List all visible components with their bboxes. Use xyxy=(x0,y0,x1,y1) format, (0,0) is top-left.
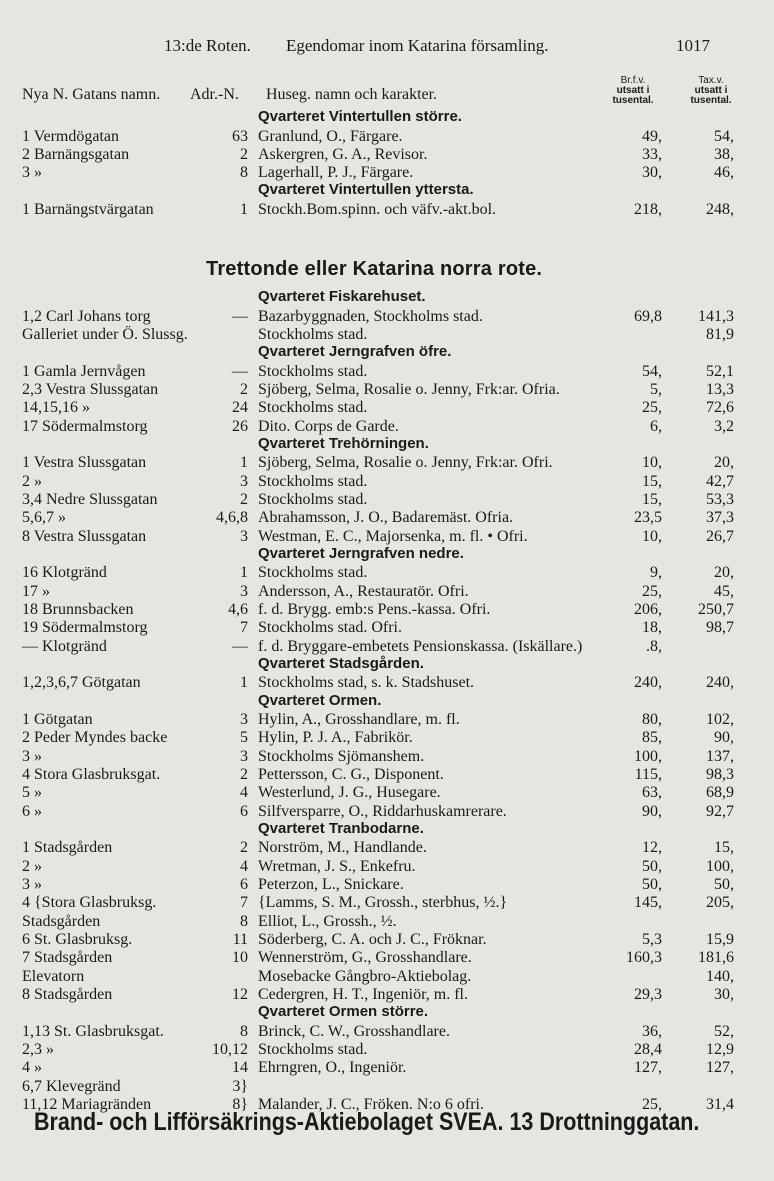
tax-value: 53,3 xyxy=(706,490,734,508)
property-row xyxy=(0,325,774,345)
owner-name: Brinck, C. W., Grosshandlare. xyxy=(258,1022,450,1040)
fire-insurance-value: 30, xyxy=(642,164,662,181)
property-row xyxy=(0,563,774,583)
street-address: 3,4 Nedre Slussgatan xyxy=(22,490,158,508)
block-title: Qvarteret Ormen större. xyxy=(258,1003,429,1021)
fire-insurance-value: 36, xyxy=(642,1022,662,1040)
tax-value: 50, xyxy=(714,876,734,893)
fire-insurance-value: 9, xyxy=(650,564,662,582)
street-address: 18 Brunnsbacken xyxy=(22,600,134,618)
owner-name: Stockholms stad. xyxy=(258,362,368,380)
property-row xyxy=(0,127,774,147)
address-number: 8 xyxy=(240,912,248,930)
property-row xyxy=(0,728,774,748)
page-number: 1017 xyxy=(676,36,710,55)
owner-name: Silfversparre, O., Riddarhuskamrerare. xyxy=(258,802,507,820)
street-address: 2,3 Vestra Slussgatan xyxy=(22,380,159,398)
property-row xyxy=(0,838,774,858)
street-address: 16 Klotgränd xyxy=(22,564,107,582)
property-row xyxy=(0,948,774,968)
address-number: 1 xyxy=(240,674,248,692)
street-address: 6,7 Klevegränd xyxy=(22,1077,121,1095)
address-number: 1 xyxy=(240,564,248,582)
tax-value: 12,9 xyxy=(706,1040,734,1058)
street-address: 1 Gamla Jernvågen xyxy=(22,362,146,380)
street-address: Elevatorn xyxy=(22,967,85,985)
fire-insurance-value: 25, xyxy=(642,399,662,417)
block-title: Qvarteret Ormen. xyxy=(258,691,382,709)
street-address: 17 » xyxy=(22,582,50,600)
tax-value: 31,4 xyxy=(706,1095,734,1113)
tax-value: 141,3 xyxy=(698,307,734,325)
address-number: 6 xyxy=(240,876,248,893)
block-title: Qvarteret Fiskarehuset. xyxy=(258,288,426,305)
owner-name: Sjöberg, Selma, Rosalie o. Jenny, Frk:ar. Ofri. xyxy=(258,454,553,472)
tax-value: 13,3 xyxy=(706,380,734,398)
tax-value: 52,1 xyxy=(706,362,734,380)
property-row xyxy=(0,1022,774,1042)
fire-insurance-value: 25, xyxy=(642,582,662,600)
street-address: 11,12 Mariagränden xyxy=(22,1095,152,1113)
owner-name: f. d. Bryggare-embetets Pensionskassa. (Iskällare.) xyxy=(258,637,583,655)
fire-insurance-value: 63, xyxy=(642,784,662,802)
address-number: 12 xyxy=(232,985,248,1003)
column-taxv xyxy=(676,76,746,106)
property-row xyxy=(0,673,774,693)
property-row xyxy=(0,582,774,602)
street-address: Stadsgården xyxy=(22,912,101,930)
address-number: 8 xyxy=(240,1022,248,1040)
fire-insurance-value: 15, xyxy=(642,472,662,490)
property-row xyxy=(0,453,774,473)
street-address: 6 » xyxy=(22,802,42,820)
owner-name: Westerlund, J. G., Husegare. xyxy=(258,784,441,802)
owner-name: Malander, J. C., Fröken. N:o 6 ofri. xyxy=(258,1095,484,1113)
street-address: 2,3 » xyxy=(22,1040,54,1058)
fire-insurance-value: 218, xyxy=(634,201,662,218)
street-address: 1 Vestra Slussgatan xyxy=(22,454,147,472)
owner-name: Wretman, J. S., Enkefru. xyxy=(258,857,416,875)
street-address: 6 St. Glasbruksg. xyxy=(22,930,133,948)
tax-value: 127, xyxy=(706,1059,734,1077)
property-row xyxy=(0,417,774,437)
owner-name: Stockholms stad, s. k. Stadshuset. xyxy=(258,674,475,692)
property-row xyxy=(0,912,774,932)
address-number: 11 xyxy=(232,930,248,948)
owner-name: Andersson, A., Restauratör. Ofri. xyxy=(258,582,469,600)
fire-insurance-value: 25, xyxy=(642,1095,662,1113)
block-title: Qvarteret Vintertullen yttersta. xyxy=(258,181,474,198)
fire-insurance-value: 23,5 xyxy=(634,509,662,527)
owner-name: Abrahamsson, J. O., Badaremäst. Ofria. xyxy=(258,509,514,527)
address-number: 14 xyxy=(232,1059,248,1077)
street-address: 2 » xyxy=(22,472,42,490)
column-owner: Huseg. namn och karakter. xyxy=(266,86,438,103)
tax-value: 3,2 xyxy=(714,417,734,435)
fire-insurance-value: 100, xyxy=(634,747,662,765)
tax-value: 42,7 xyxy=(706,472,734,490)
address-number: 10,12 xyxy=(212,1040,248,1058)
block-title: Qvarteret Stadsgården. xyxy=(258,654,424,672)
address-number: 26 xyxy=(232,417,248,435)
street-address: 17 Södermalmstorg xyxy=(22,417,148,435)
address-number: 3 xyxy=(240,472,248,490)
address-number: — xyxy=(232,637,248,655)
address-number: 24 xyxy=(232,399,248,417)
street-address: 2 Barnängsgatan xyxy=(22,146,130,163)
street-address: 5,6,7 » xyxy=(22,509,66,527)
tax-value: 102, xyxy=(706,711,734,729)
tax-value: 248, xyxy=(706,201,734,218)
address-number: 5 xyxy=(240,729,248,747)
tax-value: 98,3 xyxy=(706,766,734,783)
tax-value: 45, xyxy=(714,582,734,600)
property-row xyxy=(0,930,774,950)
tax-value: 181,6 xyxy=(698,949,734,967)
owner-name: Mosebacke Gångbro-Aktiebolag. xyxy=(258,967,472,985)
tax-value: 37,3 xyxy=(706,509,734,527)
tax-value: 52, xyxy=(714,1022,734,1040)
street-address: 1,2 Carl Johans torg xyxy=(22,307,151,325)
street-address: 2 » xyxy=(22,857,42,875)
street-address: 8 Vestra Slussgatan xyxy=(22,527,147,545)
address-number: 2 xyxy=(240,380,248,398)
property-row xyxy=(0,600,774,620)
tax-value: 250,7 xyxy=(698,600,734,618)
block-title: Qvarteret Trehörningen. xyxy=(258,434,429,452)
owner-name: Cedergren, H. T., Ingeniör, m. fl. xyxy=(258,985,468,1003)
fire-insurance-value: 145, xyxy=(634,894,662,912)
street-address: 7 Stadsgården xyxy=(22,949,113,967)
street-address: 4 » xyxy=(22,1059,42,1077)
tax-value: 38, xyxy=(714,146,734,163)
tax-value: 90, xyxy=(714,729,734,747)
owner-name: Stockholms stad. Ofri. xyxy=(258,619,402,637)
owner-name: Askergren, G. A., Revisor. xyxy=(258,146,428,163)
property-row xyxy=(0,200,774,220)
address-number: 3 xyxy=(240,711,248,729)
fire-insurance-value: 28,4 xyxy=(634,1040,662,1058)
owner-name: Stockholms stad. xyxy=(258,564,368,582)
owner-name: Wennerström, G., Grosshandlare. xyxy=(258,949,472,967)
property-row xyxy=(0,380,774,400)
tax-value: 15, xyxy=(714,839,734,857)
fire-insurance-value: 29,3 xyxy=(634,985,662,1003)
tax-value: 240, xyxy=(706,674,734,692)
address-number: 8 xyxy=(240,164,248,181)
owner-name: Peterzon, L., Snickare. xyxy=(258,876,404,893)
tax-value: 30, xyxy=(714,985,734,1003)
property-row xyxy=(0,802,774,822)
tax-value: 20, xyxy=(714,564,734,582)
fire-insurance-value: 12, xyxy=(642,839,662,857)
fire-insurance-value: 69,8 xyxy=(634,307,662,325)
address-number: 1 xyxy=(240,201,248,218)
section-title: Trettonde eller Katarina norra rote. xyxy=(206,258,543,280)
owner-name: Stockholms Sjömanshem. xyxy=(258,747,425,765)
fire-insurance-value: 33, xyxy=(642,146,662,163)
street-address: 19 Södermalmstorg xyxy=(22,619,148,637)
column-adr: Adr.-N. xyxy=(190,86,239,103)
street-address: 14,15,16 » xyxy=(22,399,90,417)
tax-value: 46, xyxy=(714,164,734,181)
owner-name: Hylin, P. J. A., Fabrikör. xyxy=(258,729,413,747)
column-brfv xyxy=(598,76,668,106)
owner-name: Ehrngren, O., Ingeniör. xyxy=(258,1059,407,1077)
property-row xyxy=(0,145,774,165)
owner-name: Lagerhall, P. J., Färgare. xyxy=(258,164,414,181)
property-row xyxy=(0,783,774,803)
tax-value: 137, xyxy=(706,747,734,765)
property-row xyxy=(0,490,774,510)
fire-insurance-value: 80, xyxy=(642,711,662,729)
tax-value: 92,7 xyxy=(706,802,734,820)
fire-insurance-value: 49, xyxy=(642,128,662,145)
tax-value: 205, xyxy=(706,894,734,912)
address-number: 7 xyxy=(240,894,248,912)
property-row xyxy=(0,1077,774,1097)
street-address: 3 » xyxy=(22,164,42,181)
street-address: 2 Peder Myndes backe xyxy=(22,729,168,747)
fire-insurance-value: 5, xyxy=(650,380,662,398)
tax-value: 54, xyxy=(714,128,734,145)
owner-name: Elliot, L., Grossh., ½. xyxy=(258,912,397,930)
fire-insurance-value: 5,3 xyxy=(642,930,662,948)
owner-name: Stockholms stad. xyxy=(258,490,368,508)
owner-name: Söderberg, C. A. och J. C., Fröknar. xyxy=(258,930,487,948)
fire-insurance-value: 6, xyxy=(650,417,662,435)
property-row xyxy=(0,857,774,877)
street-address: 1 Vermdögatan xyxy=(22,128,120,145)
address-number: 6 xyxy=(240,802,248,820)
owner-name: Sjöberg, Selma, Rosalie o. Jenny, Frk:ar. Ofria. xyxy=(258,380,560,398)
fire-insurance-value: 127, xyxy=(634,1059,662,1077)
address-number: 3 xyxy=(240,747,248,765)
address-number: 3 xyxy=(240,582,248,600)
property-row xyxy=(0,362,774,382)
owner-name: f. d. Brygg. emb:s Pens.-kassa. Ofri. xyxy=(258,600,491,618)
column-taxv-sub: utsatt i tusental. xyxy=(690,85,732,106)
property-row xyxy=(0,527,774,547)
fire-insurance-value: .8, xyxy=(646,637,662,655)
address-number: 63 xyxy=(232,128,248,145)
fire-insurance-value: 15, xyxy=(642,490,662,508)
owner-name: Hylin, A., Grosshandlare, m. fl. xyxy=(258,711,460,729)
property-row xyxy=(0,967,774,987)
fire-insurance-value: 10, xyxy=(642,527,662,545)
column-brfv-sub: utsatt i tusental. xyxy=(612,85,654,106)
block-title: Qvarteret Vintertullen större. xyxy=(258,108,462,125)
address-number: 7 xyxy=(240,619,248,637)
fire-insurance-value: 10, xyxy=(642,454,662,472)
owner-name: Bazarbyggnaden, Stockholms stad. xyxy=(258,307,483,325)
owner-name: Granlund, O., Färgare. xyxy=(258,128,403,145)
owner-name: Stockholms stad. xyxy=(258,472,368,490)
property-row xyxy=(0,472,774,492)
fire-insurance-value: 160,3 xyxy=(626,949,662,967)
owner-name: {Lamms, S. M., Grossh., sterbhus, ½.} xyxy=(258,894,508,912)
property-row xyxy=(0,307,774,327)
property-row xyxy=(0,1040,774,1060)
page-header-center: Egendomar inom Katarina församling. xyxy=(286,36,549,55)
property-row xyxy=(0,747,774,767)
property-row xyxy=(0,618,774,638)
address-number: — xyxy=(232,362,248,380)
street-address: 1 Barnängstvärgatan xyxy=(22,201,154,218)
street-address: 1 Stadsgården xyxy=(22,839,113,857)
street-address: 4 {Stora Glasbruksg. xyxy=(22,894,157,912)
column-street: Nya N. Gatans namn. xyxy=(22,86,161,103)
street-address: 1,2,3,6,7 Götgatan xyxy=(22,674,141,692)
tax-value: 15,9 xyxy=(706,930,734,948)
owner-name: Norström, M., Handlande. xyxy=(258,839,427,857)
street-address: 5 » xyxy=(22,784,42,802)
block-title: Qvarteret Jerngrafven öfre. xyxy=(258,343,452,361)
tax-value: 98,7 xyxy=(706,619,734,637)
address-number: 4 xyxy=(240,857,248,875)
property-row xyxy=(0,765,774,785)
property-row xyxy=(0,893,774,913)
property-row xyxy=(0,710,774,730)
property-row xyxy=(0,398,774,418)
tax-value: 81,9 xyxy=(706,325,734,343)
fire-insurance-value: 54, xyxy=(642,362,662,380)
column-taxv-abbr: Tax.v. xyxy=(698,75,724,86)
street-address: — Klotgränd xyxy=(22,637,107,655)
address-number: 4,6,8 xyxy=(216,509,248,527)
street-address: 1 Götgatan xyxy=(22,711,93,729)
block-title: Qvarteret Jerngrafven nedre. xyxy=(258,544,464,562)
owner-name: Pettersson, C. G., Disponent. xyxy=(258,766,444,783)
street-address: 3 » xyxy=(22,876,42,893)
block-title: Qvarteret Tranbodarne. xyxy=(258,819,424,837)
fire-insurance-value: 240, xyxy=(634,674,662,692)
address-number: 4,6 xyxy=(228,600,248,618)
street-address: 1,13 St. Glasbruksgat. xyxy=(22,1022,164,1040)
address-number: 2 xyxy=(240,146,248,163)
tax-value: 20, xyxy=(714,454,734,472)
street-address: 4 Stora Glasbruksgat. xyxy=(22,766,161,783)
property-row xyxy=(0,163,774,183)
property-row xyxy=(0,1058,774,1078)
owner-name: Westman, E. C., Majorsenka, m. fl. • Ofri. xyxy=(258,527,528,545)
footer-advertisement: Brand- och Lifförsäkrings-Aktiebolaget SVEA. 13 Drottninggatan. xyxy=(34,1108,700,1136)
address-number: 2 xyxy=(240,766,248,783)
tax-value: 100, xyxy=(706,857,734,875)
property-row xyxy=(0,985,774,1005)
street-address: 8 Stadsgården xyxy=(22,985,113,1003)
address-number: 3 xyxy=(240,527,248,545)
property-row xyxy=(0,875,774,895)
owner-name: Stockholms stad. xyxy=(258,325,368,343)
fire-insurance-value: 85, xyxy=(642,729,662,747)
address-number: — xyxy=(232,307,248,325)
page-header-left: 13:de Roten. xyxy=(164,36,251,55)
owner-name: Dito. Corps de Garde. xyxy=(258,417,399,435)
tax-value: 72,6 xyxy=(706,399,734,417)
address-number: 4 xyxy=(240,784,248,802)
address-number: 1 xyxy=(240,454,248,472)
column-brfv-abbr: Br.f.v. xyxy=(620,75,646,86)
address-number: 2 xyxy=(240,490,248,508)
property-row xyxy=(0,508,774,528)
owner-name: Stockholms stad. xyxy=(258,399,368,417)
owner-name: Stockh.Bom.spinn. och väfv.-akt.bol. xyxy=(258,201,497,218)
address-number: 2 xyxy=(240,839,248,857)
tax-value: 140, xyxy=(706,967,734,985)
fire-insurance-value: 50, xyxy=(642,857,662,875)
fire-insurance-value: 90, xyxy=(642,802,662,820)
fire-insurance-value: 115, xyxy=(634,766,662,783)
tax-value: 68,9 xyxy=(706,784,734,802)
tax-value: 26,7 xyxy=(706,527,734,545)
owner-name: Stockholms stad. xyxy=(258,1040,368,1058)
fire-insurance-value: 206, xyxy=(634,600,662,618)
street-address: 3 » xyxy=(22,747,42,765)
address-number: 8} xyxy=(232,1095,248,1113)
fire-insurance-value: 18, xyxy=(642,619,662,637)
fire-insurance-value: 50, xyxy=(642,876,662,893)
address-number: 10 xyxy=(232,949,248,967)
property-row xyxy=(0,637,774,657)
street-address: Galleriet under Ö. Slussg. xyxy=(22,325,188,343)
address-number: 3} xyxy=(232,1077,248,1095)
